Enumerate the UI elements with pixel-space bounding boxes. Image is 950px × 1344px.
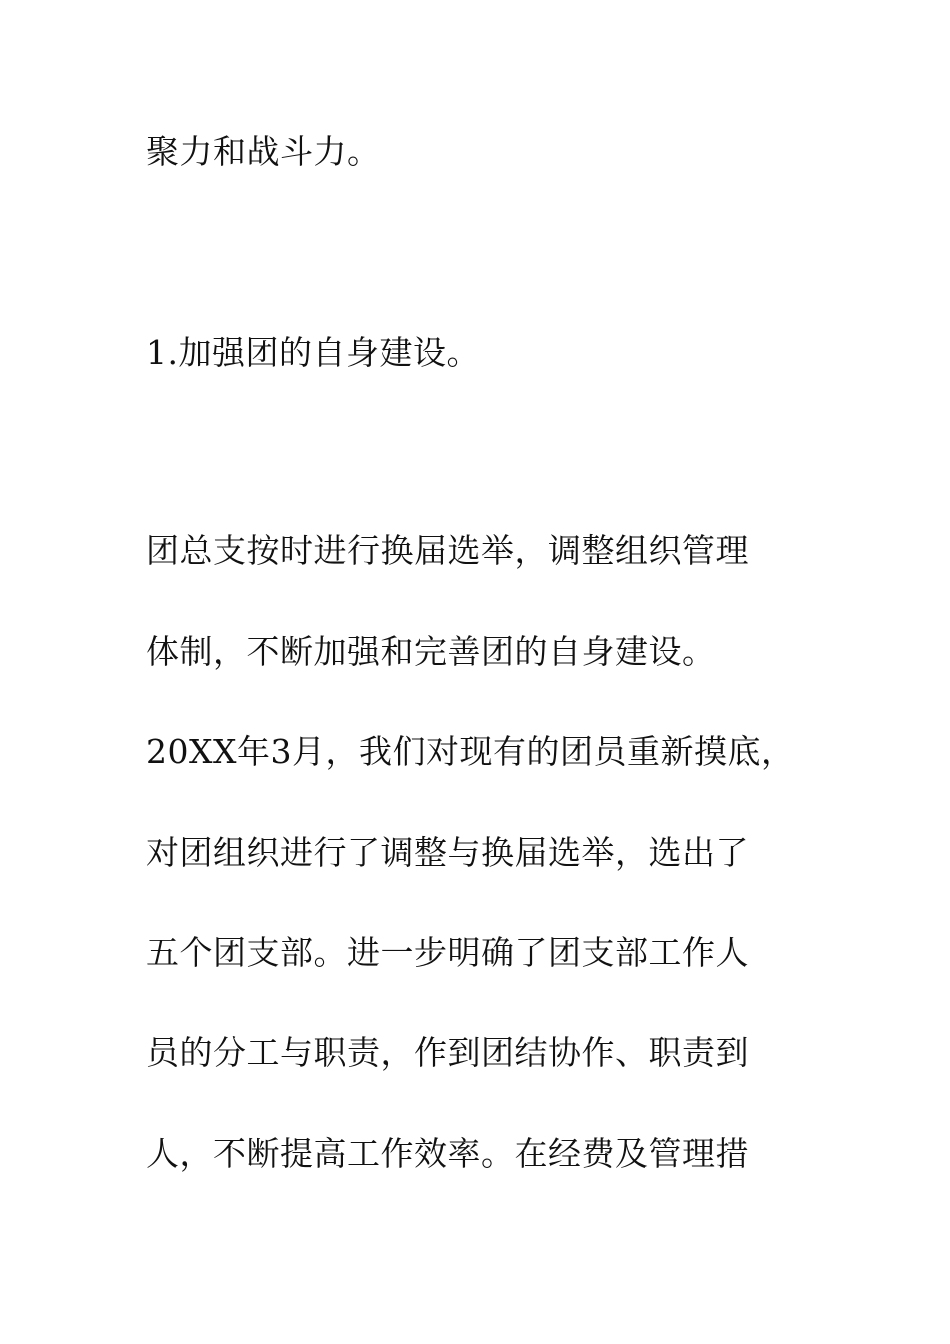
section-heading: 1.加强团的自身建设。: [146, 333, 480, 372]
body-line: 人，不断提高工作效率。在经费及管理措: [146, 1134, 749, 1173]
body-line: 团总支按时进行换届选举，调整组织管理: [146, 531, 749, 570]
body-line: 20XX年3月，我们对现有的团员重新摸底，: [146, 732, 795, 771]
body-line: 五个团支部。进一步明确了团支部工作人: [146, 933, 749, 972]
body-line: 员的分工与职责，作到团结协作、职责到: [146, 1033, 749, 1072]
body-line: 体制，不断加强和完善团的自身建设。: [146, 632, 716, 671]
body-line: 对团组织进行了调整与换届选举，选出了: [146, 833, 749, 872]
paragraph-tail-line: 聚力和战斗力。: [146, 132, 381, 171]
